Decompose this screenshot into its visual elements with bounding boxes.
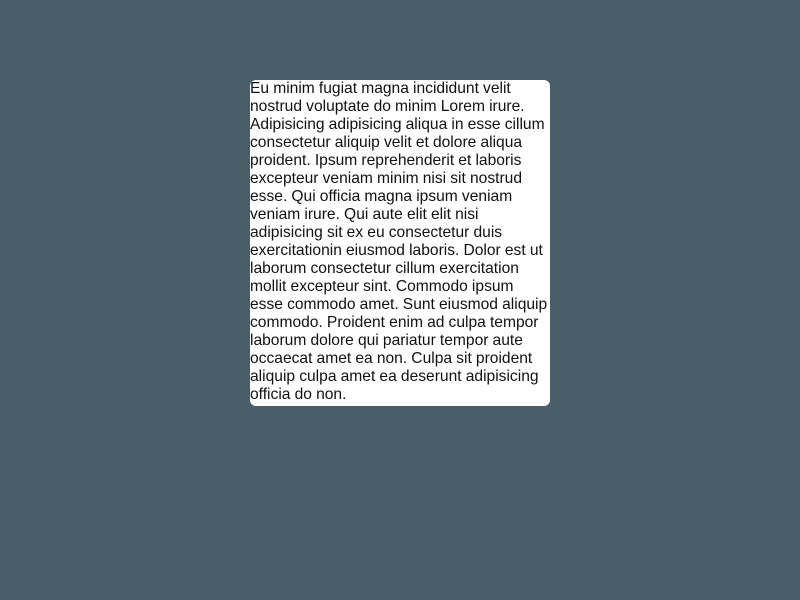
text-card — [250, 80, 550, 406]
card-paragraph: Eu minim fugiat magna incididunt velit nostrud voluptate do minim Lorem irure. Adipisicing adipisicing aliqua in esse cillum consectetur aliquip velit et dolore aliqua proident. Ipsum reprehenderit et laboris excepteur veniam minim nisi sit nostrud esse. Qui officia magna ipsum veniam veniam irure. Qui aute elit elit nisi adipisicing sit ex eu consectetur duis exercitationin eiusmod laboris. Dolor est ut laborum consectetur cillum exercitation mollit excepteur sint. Commodo ipsum esse commodo amet. Sunt eiusmod aliquip commodo. Proident enim ad culpa tempor laborum dolore qui pariatur tempor aute occaecat amet ea non. Culpa sit proident aliquip culpa amet ea deserunt adipisicing officia do non. — [250, 80, 548, 403]
